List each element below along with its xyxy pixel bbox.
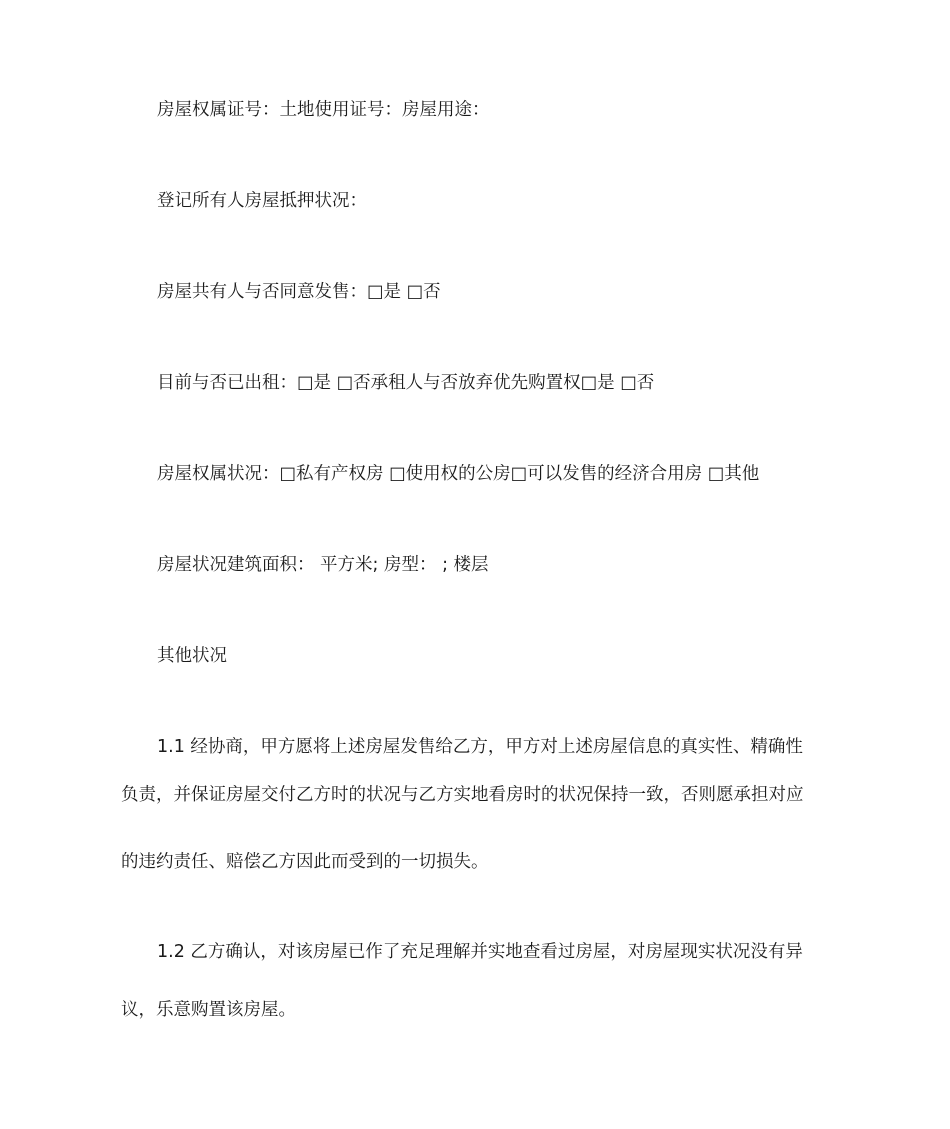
- rental-status-line: 目前与否已出租：□是 □否承租人与否放弃优先购置权□是 □否: [157, 373, 655, 393]
- property-certificate-line: 房屋权属证号：土地使用证号：房屋用途：: [157, 100, 490, 120]
- clause-1-2-line-2: 议，乐意购置该房屋。: [121, 1000, 296, 1020]
- mortgage-status-line: 登记所有人房屋抵押状况：: [157, 191, 367, 211]
- other-status-line: 其他状况: [157, 646, 227, 666]
- building-area-line: 房屋状况建筑面积： 平方米; 房型： ; 楼层: [157, 555, 489, 575]
- clause-1-1-line-2: 负责，并保证房屋交付乙方时的状况与乙方实地看房时的状况保持一致，否则愿承担对应: [121, 785, 804, 805]
- clause-1-1-line-3: 的违约责任、赔偿乙方因此而受到的一切损失。: [121, 852, 489, 872]
- clause-1-1-line-1: 1.1 经协商，甲方愿将上述房屋发售给乙方，甲方对上述房屋信息的真实性、精确性: [157, 737, 803, 757]
- ownership-status-line: 房屋权属状况：□私有产权房 □使用权的公房□可以发售的经济合用房 □其他: [157, 464, 760, 484]
- co-owner-consent-line: 房屋共有人与否同意发售：□是 □否: [157, 282, 441, 302]
- clause-1-2-line-1: 1.2 乙方确认，对该房屋已作了充足理解并实地查看过房屋，对房屋现实状况没有异: [157, 942, 803, 962]
